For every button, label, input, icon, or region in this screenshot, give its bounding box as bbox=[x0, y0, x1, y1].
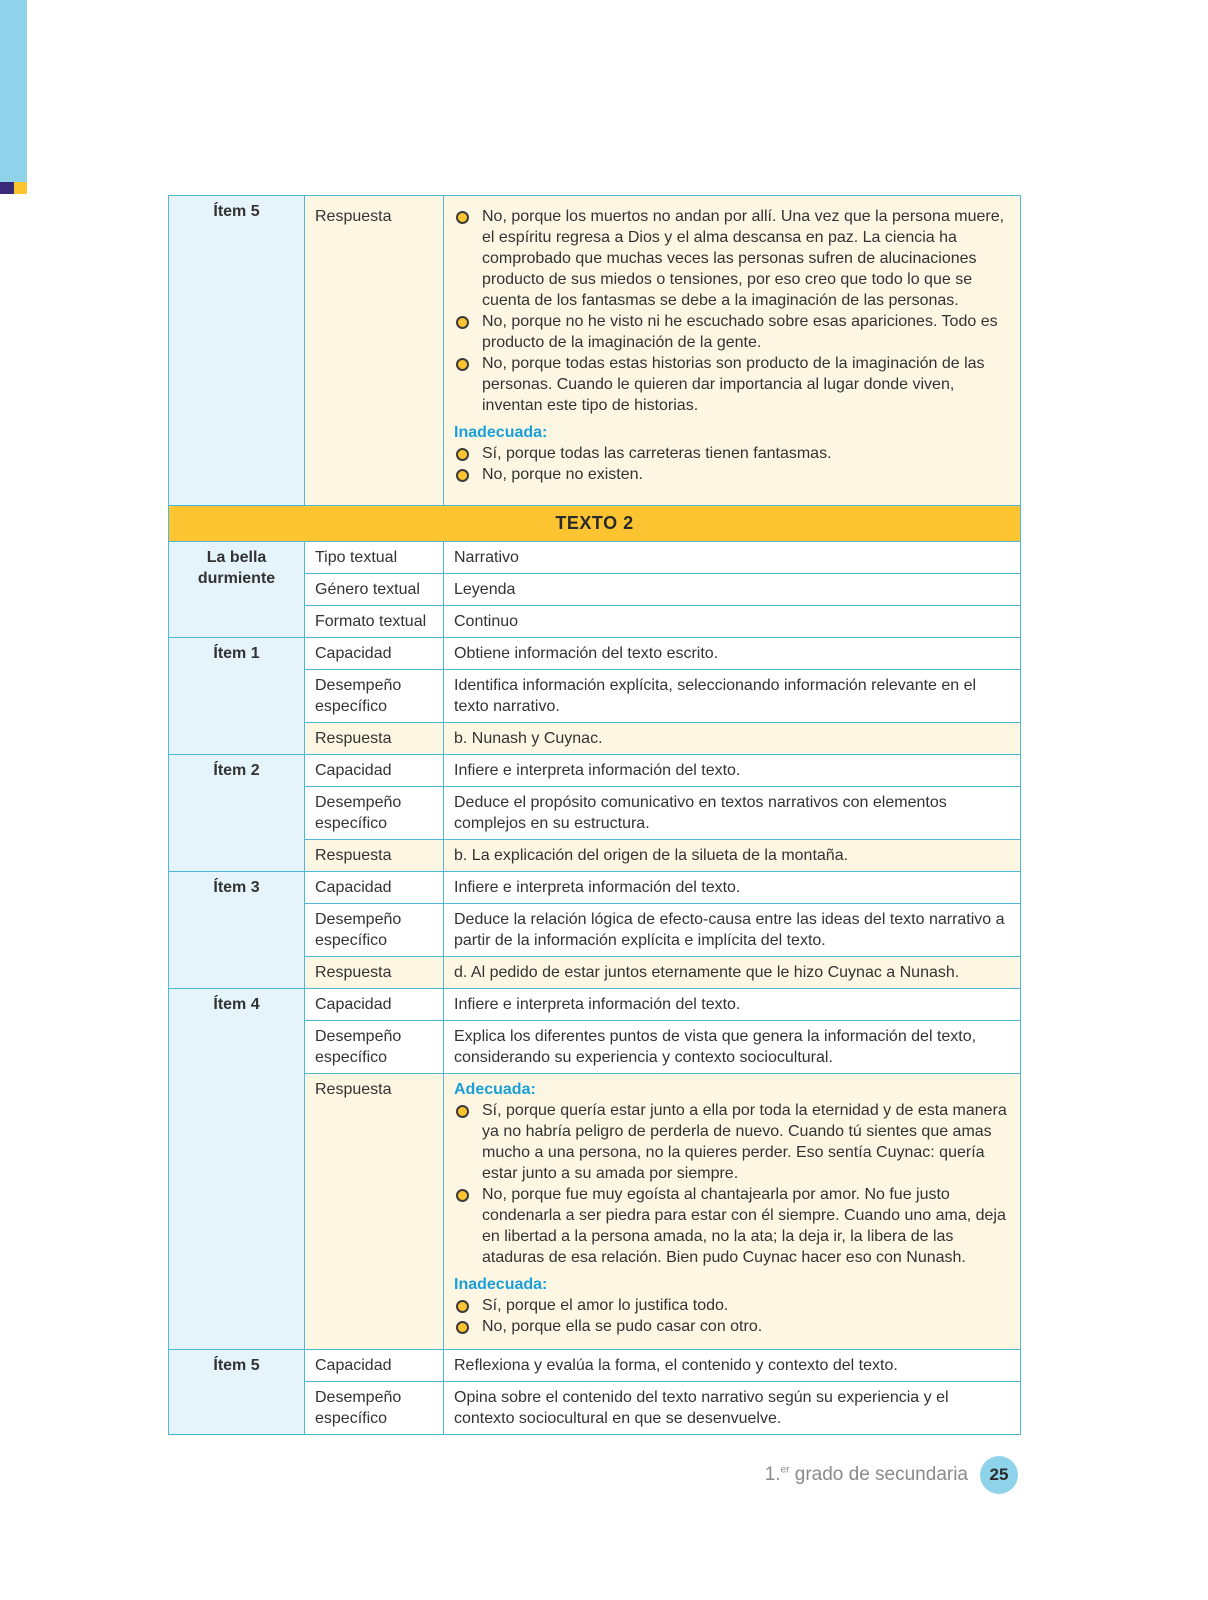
desempeno-value: Explica los diferentes puntos de vista que genera la información del texto, considerando su experiencia y contexto sociocultural. bbox=[444, 1021, 1021, 1074]
text-info-row bbox=[169, 542, 1021, 574]
list-item: No, porque no existen. bbox=[454, 464, 1010, 485]
item-label: Ítem 5 bbox=[169, 1350, 305, 1435]
respuesta-value: b. La explicación del origen de la silueta de la montaña. bbox=[444, 840, 1021, 872]
item4-capacidad-row bbox=[169, 989, 1021, 1021]
desempeno-value: Deduce el propósito comunicativo en textos narrativos con elementos complejos en su estructura. bbox=[444, 787, 1021, 840]
info-label: Tipo textual bbox=[305, 542, 444, 574]
list-item: Sí, porque quería estar junto a ella por toda la eternidad y de esta manera ya no habría peligro de perderla de nuevo. Cuando tú sientes que amas mucho a una persona, no la quieres perder. Eso sentía Cuynac: quería estar junto a su amada por siempre. bbox=[454, 1100, 1010, 1184]
item1-capacidad-row bbox=[169, 638, 1021, 670]
info-value: Continuo bbox=[444, 606, 1021, 638]
capacidad-value: Obtiene información del texto escrito. bbox=[444, 638, 1021, 670]
bullet-icon bbox=[456, 448, 469, 461]
capacidad-label: Capacidad bbox=[305, 872, 444, 904]
item3-capacidad-row bbox=[169, 872, 1021, 904]
answer-key-table bbox=[168, 195, 1021, 1435]
respuesta-value: b. Nunash y Cuynac. bbox=[444, 723, 1021, 755]
item-label: Ítem 4 bbox=[169, 989, 305, 1350]
capacidad-value: Reflexiona y evalúa la forma, el contenido y contexto del texto. bbox=[444, 1350, 1021, 1382]
info-value: Narrativo bbox=[444, 542, 1021, 574]
bullet-icon bbox=[456, 211, 469, 224]
capacidad-value: Infiere e interpreta información del texto. bbox=[444, 989, 1021, 1021]
respuesta-label: Respuesta bbox=[305, 1074, 444, 1350]
capacidad-label: Capacidad bbox=[305, 638, 444, 670]
inadecuada-list bbox=[454, 443, 1010, 485]
bullet-icon bbox=[456, 1300, 469, 1313]
desempeno-label: Desempeño específico bbox=[305, 787, 444, 840]
desempeno-value: Opina sobre el contenido del texto narrativo según su experiencia y el contexto sociocultural en que se desenvuelve. bbox=[444, 1382, 1021, 1435]
capacidad-value: Infiere e interpreta información del texto. bbox=[444, 755, 1021, 787]
desempeno-label: Desempeño específico bbox=[305, 1382, 444, 1435]
respuesta-value: d. Al pedido de estar juntos eternamente que le hizo Cuynac a Nunash. bbox=[444, 957, 1021, 989]
inadecuada-label: Inadecuada: bbox=[454, 424, 548, 441]
item-label: Ítem 3 bbox=[169, 872, 305, 989]
desempeno-label: Desempeño específico bbox=[305, 670, 444, 723]
list-item: No, porque todas estas historias son producto de la imaginación de las personas. Cuando le quieren dar importancia al lugar donde viven, inventan este tipo de historias. bbox=[454, 353, 1010, 416]
respuesta-label: Respuesta bbox=[305, 723, 444, 755]
bullet-icon bbox=[456, 316, 469, 329]
bullet-icon bbox=[456, 358, 469, 371]
item2-capacidad-row bbox=[169, 755, 1021, 787]
desempeno-value: Identifica información explícita, seleccionando información relevante en el texto narrativo. bbox=[444, 670, 1021, 723]
bullet-icon bbox=[456, 1105, 469, 1118]
respuesta-label: Respuesta bbox=[305, 840, 444, 872]
texto1-item5-row bbox=[169, 196, 1021, 506]
item-label: Ítem 5 bbox=[169, 196, 305, 506]
item-label: Ítem 2 bbox=[169, 755, 305, 872]
info-value: Leyenda bbox=[444, 574, 1021, 606]
adecuada-list bbox=[454, 1100, 1010, 1268]
item-label: Ítem 1 bbox=[169, 638, 305, 755]
list-item: No, porque no he visto ni he escuchado sobre esas apariciones. Todo es producto de la imaginación de la gente. bbox=[454, 311, 1010, 353]
desempeno-label: Desempeño específico bbox=[305, 904, 444, 957]
respuesta-content bbox=[444, 196, 1021, 506]
info-label: Género textual bbox=[305, 574, 444, 606]
desempeno-label: Desempeño específico bbox=[305, 1021, 444, 1074]
list-item: No, porque los muertos no andan por allí. Una vez que la persona muere, el espíritu regresa a Dios y el alma descansa en paz. La ciencia ha comprobado que muchas veces las personas sufren de alucinaciones producto de sus miedos o tensiones, por eso creo que todo lo que se cuenta de los fantasmas se debe a la imaginación de las personas. bbox=[454, 206, 1010, 311]
list-item: Sí, porque el amor lo justifica todo. bbox=[454, 1295, 1010, 1316]
capacidad-label: Capacidad bbox=[305, 989, 444, 1021]
inadecuada-list bbox=[454, 1295, 1010, 1337]
capacidad-value: Infiere e interpreta información del texto. bbox=[444, 872, 1021, 904]
respuesta-label: Respuesta bbox=[305, 196, 444, 506]
text-title: La bella durmiente bbox=[169, 542, 305, 638]
section-title: TEXTO 2 bbox=[169, 506, 1021, 542]
grade-label: 1.$^{er}$ grado de secundaria bbox=[764, 1464, 968, 1485]
bullet-icon bbox=[456, 1321, 469, 1334]
side-accent-purple bbox=[0, 182, 14, 194]
desempeno-value: Deduce la relación lógica de efecto-causa entre las ideas del texto narrativo a partir de la información explícita e implícita del texto. bbox=[444, 904, 1021, 957]
respuesta-content bbox=[444, 1074, 1021, 1350]
list-item: No, porque fue muy egoísta al chantajearla por amor. No fue justo condenarla a ser piedra para estar con él siempre. Cuando uno ama, deja en libertad a la persona amada, no la ata; la deja ir, la libera de las ataduras de esa relación. Bien pudo Cuynac hacer eso con Nunash. bbox=[454, 1184, 1010, 1268]
inadecuada-label: Inadecuada: bbox=[454, 1276, 548, 1293]
side-color-band bbox=[0, 0, 27, 182]
side-accent-yellow bbox=[14, 182, 27, 194]
item5-capacidad-row bbox=[169, 1350, 1021, 1382]
adecuada-list bbox=[454, 206, 1010, 416]
info-label: Formato textual bbox=[305, 606, 444, 638]
capacidad-label: Capacidad bbox=[305, 1350, 444, 1382]
bullet-icon bbox=[456, 1189, 469, 1202]
section-header-row bbox=[169, 506, 1021, 542]
list-item: Sí, porque todas las carreteras tienen fantasmas. bbox=[454, 443, 1010, 464]
adecuada-label: Adecuada: bbox=[454, 1081, 536, 1098]
capacidad-label: Capacidad bbox=[305, 755, 444, 787]
respuesta-label: Respuesta bbox=[305, 957, 444, 989]
page-number: 25 bbox=[980, 1456, 1018, 1494]
list-item: No, porque ella se pudo casar con otro. bbox=[454, 1316, 1010, 1337]
bullet-icon bbox=[456, 469, 469, 482]
